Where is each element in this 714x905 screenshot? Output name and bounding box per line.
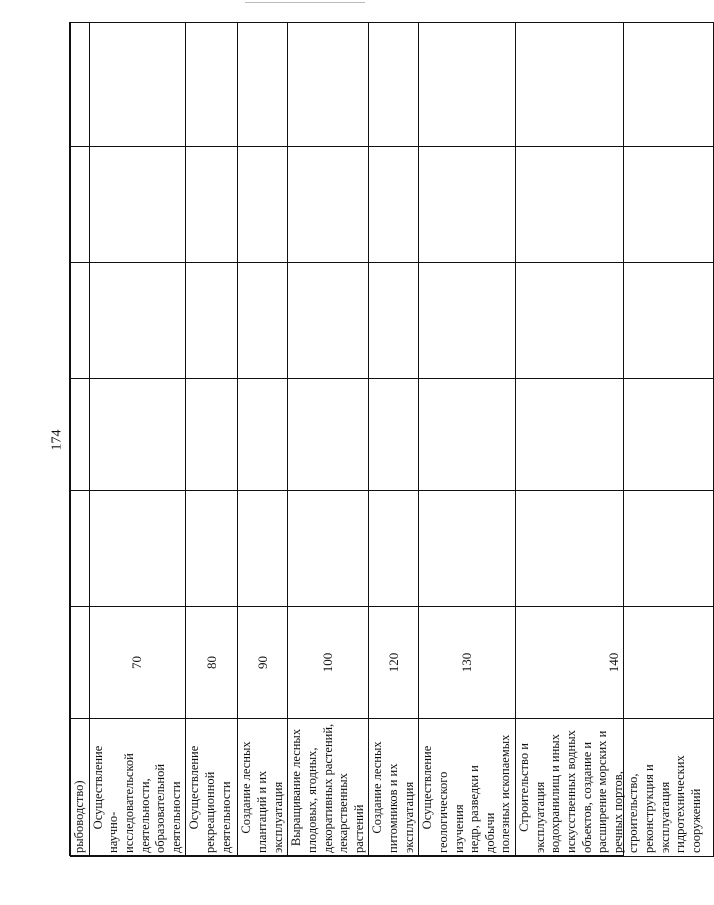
- activity-line: Создание лесных: [370, 741, 385, 834]
- empty-cell: [238, 491, 288, 607]
- activity-line: деятельности: [168, 781, 183, 853]
- rotated-table-frame: [70, 23, 703, 857]
- activity-line: Выращивание лесных: [289, 728, 304, 847]
- empty-cell: [71, 379, 90, 491]
- activity-line: геологического изучения: [435, 771, 466, 853]
- empty-cell: [89, 263, 186, 379]
- empty-cell: [288, 491, 369, 607]
- activity-line: эксплуатация: [401, 781, 416, 853]
- empty-cell: [369, 23, 419, 147]
- activity-line: речных портов,: [610, 771, 625, 853]
- empty-cell: [419, 23, 516, 147]
- code-cell: [71, 607, 90, 719]
- table-row: [186, 23, 238, 857]
- empty-cell: [186, 379, 238, 491]
- activity-line: исследовательской: [121, 753, 136, 853]
- activity-cell: [516, 719, 714, 857]
- page-number: 174: [49, 429, 65, 451]
- activity-line: расширение морских и: [595, 730, 610, 853]
- activity-cell: [369, 719, 419, 857]
- activity-line: объектов, создание и: [579, 741, 594, 853]
- empty-cell: [369, 379, 419, 491]
- empty-cell: [186, 147, 238, 263]
- activity-table: [69, 22, 703, 856]
- activity-line: реконструкция и: [642, 764, 656, 853]
- empty-cell: [288, 23, 369, 147]
- activity-line: Осуществление: [420, 745, 435, 830]
- code-cell: 120: [369, 607, 419, 719]
- code-cell: 80: [186, 607, 238, 719]
- empty-cell: [186, 23, 238, 147]
- empty-cell: [516, 379, 714, 491]
- activity-line: полезных ископаемых: [498, 734, 513, 853]
- activity-line: сооружений: [688, 788, 703, 853]
- activity-line: Строительство и: [517, 743, 531, 832]
- code-cell: 140: [516, 607, 714, 719]
- code-cell: 100: [288, 607, 369, 719]
- activity-line: Создание лесных: [239, 741, 254, 834]
- empty-cell: [186, 491, 238, 607]
- activity-line: деятельности,: [137, 778, 152, 853]
- activity-line: рекреационной: [203, 771, 217, 853]
- empty-cell: [419, 147, 516, 263]
- empty-cell: [71, 147, 90, 263]
- empty-cell: [238, 263, 288, 379]
- activity-cell: [288, 719, 369, 857]
- empty-cell: [369, 147, 419, 263]
- empty-cell: [89, 379, 186, 491]
- activity-cell: [419, 719, 516, 857]
- empty-cell: [238, 147, 288, 263]
- table-row: [369, 23, 419, 857]
- empty-cell: [288, 379, 369, 491]
- empty-cell: [419, 491, 516, 607]
- activity-line: эксплуатация: [657, 781, 672, 853]
- activity-line: научно-: [106, 811, 121, 853]
- activity-line: водохранилищ и иных: [548, 734, 563, 853]
- empty-cell: [89, 23, 186, 147]
- activity-line: Осуществление: [187, 745, 202, 830]
- activity-line: плантаций и их: [255, 770, 269, 853]
- activity-line: декоративных растений,: [320, 723, 335, 853]
- activity-line: лекарственных растений: [336, 773, 366, 853]
- code-cell: 70: [89, 607, 186, 719]
- empty-cell: [516, 491, 714, 607]
- activity-line: эксплуатация: [270, 781, 285, 853]
- table-row: [238, 23, 288, 857]
- empty-cell: [516, 263, 714, 379]
- activity-line: строительство,: [626, 773, 641, 853]
- activity-cell: [186, 719, 238, 857]
- activity-cell: [89, 719, 186, 857]
- activity-line: образовательной: [153, 763, 168, 853]
- activity-line: рыбоводство): [72, 780, 86, 853]
- activity-line: деятельности: [218, 781, 233, 853]
- empty-cell: [71, 491, 90, 607]
- empty-cell: [89, 147, 186, 263]
- empty-cell: [288, 263, 369, 379]
- activity-line: плодовых, ягодных,: [304, 747, 319, 853]
- empty-cell: [369, 263, 419, 379]
- table-row: [89, 23, 186, 857]
- empty-cell: [419, 263, 516, 379]
- table-row: [288, 23, 369, 857]
- empty-cell: [419, 379, 516, 491]
- empty-cell: [186, 263, 238, 379]
- table-row: [419, 23, 516, 857]
- table-row: [516, 23, 714, 857]
- code-cell: 90: [238, 607, 288, 719]
- activity-cell: [71, 719, 90, 857]
- empty-cell: [71, 23, 90, 147]
- scan-top-line: [245, 2, 365, 3]
- activity-line: питомников и их: [386, 763, 400, 853]
- empty-cell: [238, 23, 288, 147]
- activity-line: эксплуатация: [532, 781, 547, 853]
- empty-cell: [288, 147, 369, 263]
- empty-cell: [516, 147, 714, 263]
- activity-line: искусственных водных: [563, 730, 578, 853]
- code-cell: 130: [419, 607, 516, 719]
- empty-cell: [516, 23, 714, 147]
- activity-line: гидротехнических: [673, 755, 688, 853]
- activity-line: недр, разведки и добычи: [467, 765, 497, 853]
- activity-line: Осуществление: [90, 745, 105, 830]
- empty-cell: [238, 379, 288, 491]
- empty-cell: [71, 263, 90, 379]
- empty-cell: [89, 491, 186, 607]
- table-row: [71, 23, 90, 857]
- activity-cell: [238, 719, 288, 857]
- empty-cell: [369, 491, 419, 607]
